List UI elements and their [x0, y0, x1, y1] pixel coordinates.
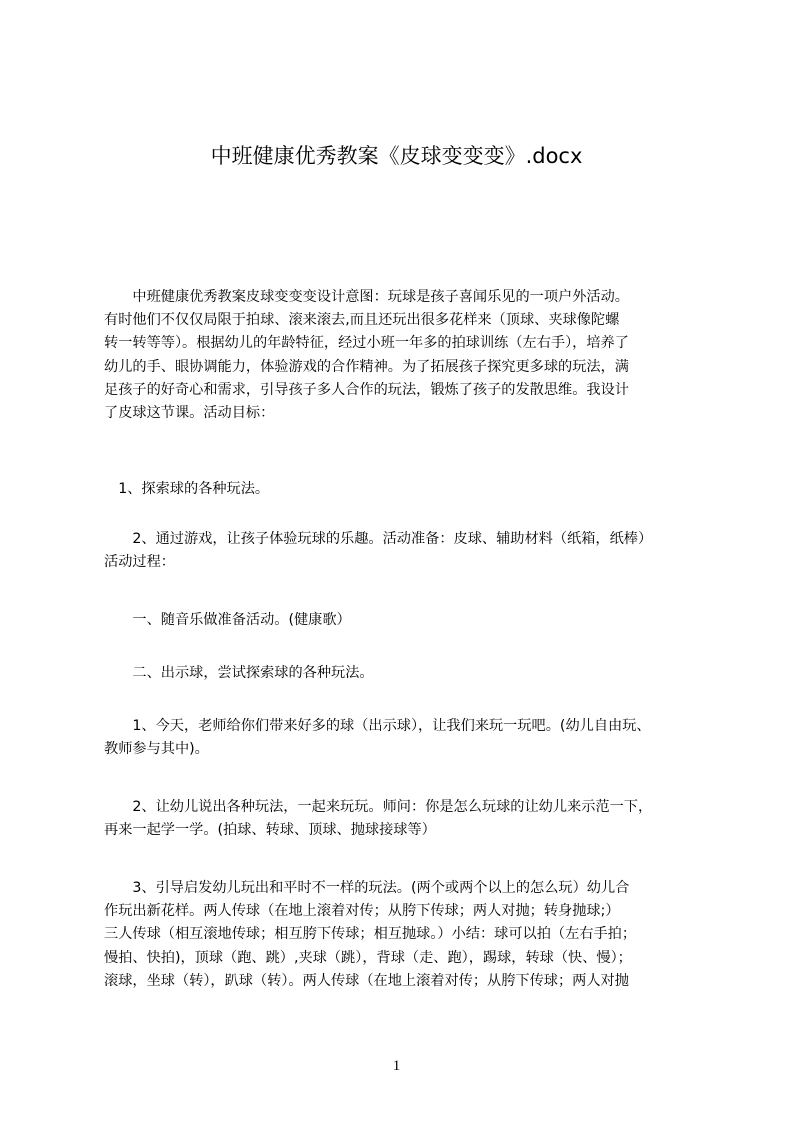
text-line: 教师参与其中)。: [104, 741, 209, 758]
paragraph-goal-2: [104, 528, 724, 574]
text-line: 再来一起学一学。(拍球、转球、顶球、抛球接球等）: [104, 822, 436, 839]
paragraph-goal-1: [104, 478, 724, 501]
text-line: 3、引导启发幼儿玩出和平时不一样的玩法。(两个或两个以上的怎么玩）幼儿合: [104, 880, 630, 896]
text-line: 2、通过游戏，让孩子体验玩球的乐趣。活动准备：皮球、辅助材料（纸箱，纸棒）: [104, 531, 653, 547]
paragraph-step-2-2: [104, 796, 724, 842]
paragraph-step-1: [104, 609, 724, 632]
text-line: 中班健康优秀教案皮球变变变设计意图：玩球是孩子喜闻乐见的一项户外活动。: [104, 289, 629, 305]
text-line: 活动过程：: [104, 554, 175, 571]
text-line: 二、出示球，尝试探索球的各种玩法。: [104, 665, 374, 681]
paragraph-step-2: [104, 662, 724, 685]
text-line: 幼儿的手、眼协调能力，体验游戏的合作精神。为了拓展孩子探究更多球的玩法，满: [104, 358, 629, 375]
paragraph-step-2-3: [104, 877, 724, 993]
text-line: 慢拍、快拍)，顶球（跑、跳）,夹球（跳），背球（走、跑），踢球，转球（快、慢）；: [104, 949, 632, 966]
document-title: 中班健康优秀教案《皮球变变变》.docx: [210, 144, 583, 168]
text-line: 1、探索球的各种玩法。: [104, 481, 270, 497]
text-line: 作玩出新花样。两人传球（在地上滚着对传；从胯下传球；两人对抛；转身抛球;）: [104, 903, 620, 920]
text-line: 有时他们不仅仅局限于拍球、滚来滚去,而且还玩出很多花样来（顶球、夹球像陀螺: [104, 312, 620, 329]
paragraph-step-2-1: [104, 715, 724, 761]
text-line: 足孩子的好奇心和需求，引导孩子多人合作的玩法，锻炼了孩子的发散思维。我设计: [104, 381, 629, 398]
page-number: 1: [392, 1058, 401, 1074]
text-line: 一、随音乐做准备活动。(健康歌）: [104, 612, 351, 628]
text-line: 了皮球这节课。活动目标：: [104, 404, 275, 421]
text-line: 1、今天，老师给你们带来好多的球（出示球），让我们来玩一玩吧。(幼儿自由玩、: [104, 718, 651, 734]
text-line: 三人传球（相互滚地传球；相互胯下传球；相互抛球。）小结：球可以拍（左右手拍；: [104, 926, 637, 943]
text-line: 转一转等等）。根据幼儿的年龄特征，经过小班一年多的拍球训练（左右手），培养了: [104, 335, 629, 352]
text-line: 2、让幼儿说出各种玩法，一起来玩玩。师问：你是怎么玩球的让幼儿来示范一下，: [104, 799, 653, 815]
paragraph-design-intent: [104, 286, 724, 425]
text-line: 滚球，坐球（转），趴球（转）。两人传球（在地上滚着对传；从胯下传球；两人对抛: [104, 972, 629, 989]
